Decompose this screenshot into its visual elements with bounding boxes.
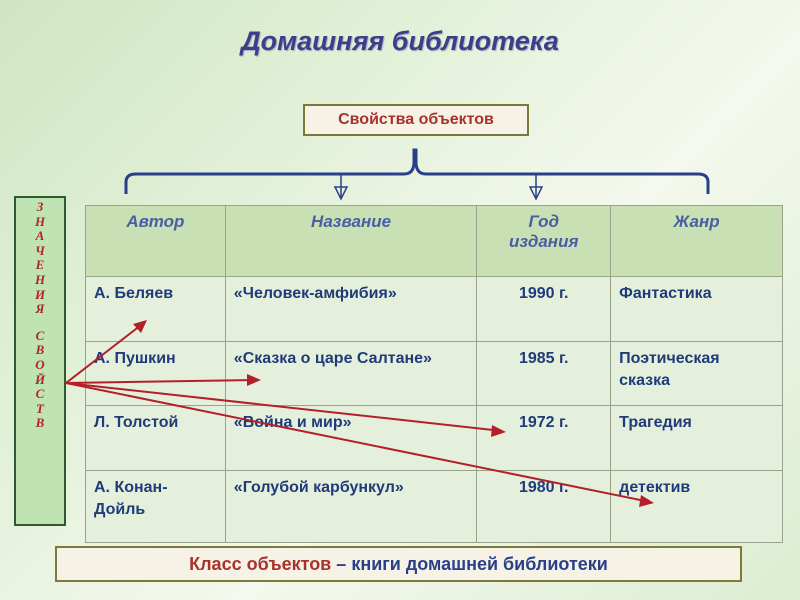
values-letter: О xyxy=(35,356,45,372)
arrow-to-year xyxy=(66,383,502,431)
values-letter: С xyxy=(35,386,45,402)
cell-author: А. Конан-Дойль xyxy=(86,471,226,543)
cell-name: «Сказка о царе Салтане» xyxy=(225,342,477,406)
cell-author: Л. Толстой xyxy=(86,406,226,471)
cell-year: 1990 г. xyxy=(477,277,611,342)
arrow-to-genre xyxy=(66,383,650,502)
cell-name: «Война и мир» xyxy=(225,406,477,471)
properties-label: Свойства объектов xyxy=(338,111,494,128)
cell-genre: Фантастика xyxy=(611,277,783,342)
arrow-to-author xyxy=(66,322,145,383)
class-label: Класс объектов xyxy=(189,554,332,574)
values-letter: Й xyxy=(34,371,46,387)
values-letter: Н xyxy=(34,271,46,287)
values-letter: Н xyxy=(34,213,46,229)
values-letter: С xyxy=(35,327,45,343)
values-letter: В xyxy=(35,415,45,431)
header-name: Название xyxy=(225,206,477,277)
arrowhead-genre xyxy=(639,495,654,507)
values-letter: И xyxy=(34,286,46,302)
cell-author: А. Пушкин xyxy=(86,342,226,406)
cell-year: 1985 г. xyxy=(477,342,611,406)
cell-year: 1972 г. xyxy=(477,406,611,471)
values-letter: З xyxy=(36,199,44,214)
arrowhead-year xyxy=(491,425,506,437)
values-letter: Я xyxy=(35,301,45,317)
header-year-line1: Год xyxy=(528,212,559,231)
cell-genre: детектив xyxy=(611,471,783,543)
values-letter: А xyxy=(35,228,45,244)
arrowhead-title xyxy=(247,374,261,386)
cell-name: «Человек-амфибия» xyxy=(225,277,477,342)
arrowhead-author xyxy=(133,320,147,333)
values-letter: Е xyxy=(35,257,45,273)
cell-genre: Поэтическая сказка xyxy=(611,342,783,406)
values-letter: В xyxy=(35,342,45,358)
class-value: книги домашней библиотеки xyxy=(351,554,608,574)
object-class-box xyxy=(55,546,742,582)
page-title: Домашняя библиотека xyxy=(241,26,559,56)
values-letter: Ч xyxy=(35,242,45,258)
arrow-to-title xyxy=(66,380,258,383)
cell-year: 1980 г. xyxy=(477,471,611,543)
header-year-line2: издания xyxy=(509,232,579,251)
cell-name: «Голубой карбункул» xyxy=(225,471,477,543)
header-genre: Жанр xyxy=(611,206,783,277)
cell-author: А. Беляев xyxy=(86,277,226,342)
header-author: Автор xyxy=(86,206,226,277)
values-letter: Т xyxy=(36,400,44,416)
cell-genre: Трагедия xyxy=(611,406,783,471)
class-dash: – xyxy=(336,554,347,574)
